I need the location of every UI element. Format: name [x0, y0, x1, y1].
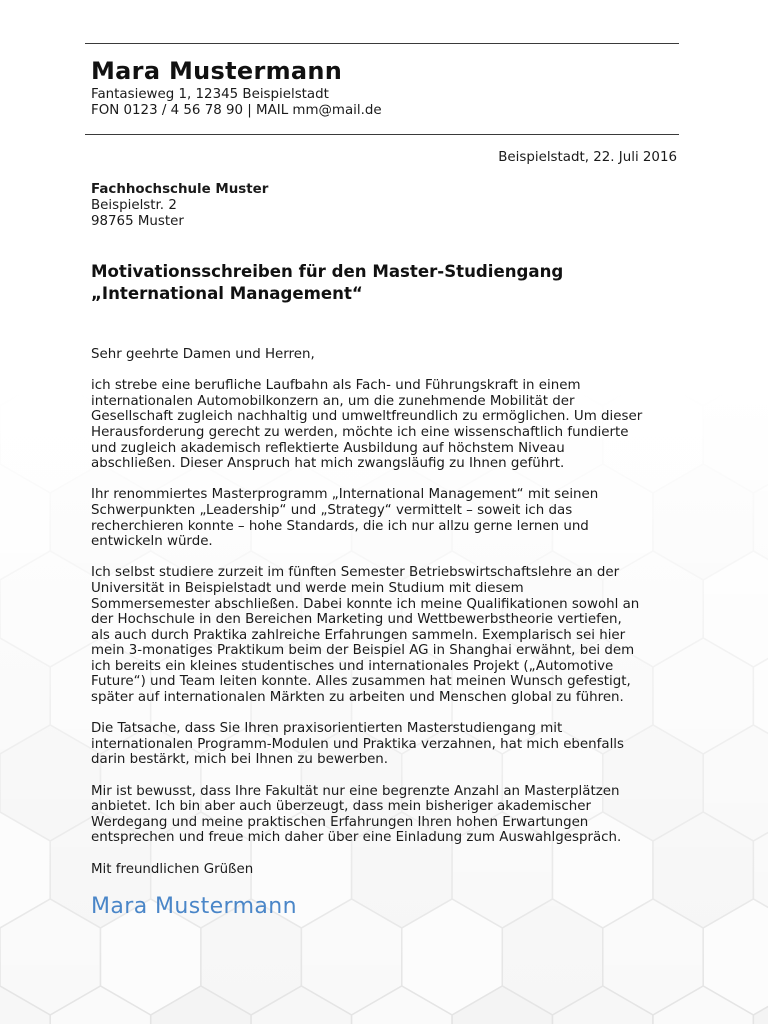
paragraph-line: Mir ist bewusst, dass Ihre Fakultät nur eine begrenzte Anzahl an Masterplätzen	[91, 783, 620, 799]
body-paragraph	[91, 721, 691, 768]
paragraph-line: entwickeln würde.	[91, 534, 213, 550]
paragraph-line: Gesellschaft zugleich nachhaltig und umweltfreundlich zu ermöglichen. Um dieser	[91, 409, 643, 425]
paragraph-line: ich bereits ein kleines studentisches und internationales Projekt („Automotive	[91, 658, 614, 674]
letter-date: Beispielstadt, 22. Juli 2016	[498, 150, 677, 165]
paragraph-line: anbietet. Ich bin aber auch überzeugt, dass mein bisheriger akademischer	[91, 799, 591, 815]
body-paragraphs	[91, 378, 691, 846]
paragraph-line: der Hochschule in den Bereichen Marketing und Wettbewerbstheorie vertiefen,	[91, 612, 622, 628]
sender-name: Mara Mustermann	[91, 57, 343, 85]
signature: Mara Mustermann	[91, 894, 297, 919]
letter-subject	[91, 261, 691, 305]
sender-contact: FON 0123 / 4 56 78 90 | MAIL mm@mail.de	[91, 103, 382, 118]
paragraph-line: Herausforderung gerecht zu werden, möchte ich eine wissenschaftlich fundierte	[91, 424, 629, 440]
letter-body	[91, 347, 691, 893]
paragraph-line: als auch durch Praktika zahlreiche Erfahrungen sammeln. Exemplarisch sei hier	[91, 627, 626, 643]
recipient-name: Fachhochschule Muster	[91, 182, 269, 197]
paragraph-line: Universität in Beispielstadt und werde mein Studium mit diesem	[91, 580, 524, 596]
recipient-block	[91, 182, 268, 230]
subject-line: „International Management“	[91, 284, 363, 303]
paragraph-line: recherchieren konnte – hohe Standards, die ich nur allzu gerne lernen und	[91, 518, 589, 534]
paragraph-line: entsprechen und freue mich daher über eine Einladung zum Auswahlgespräch.	[91, 830, 622, 846]
body-paragraph	[91, 565, 691, 705]
paragraph-line: ich strebe eine berufliche Laufbahn als Fach- und Führungskraft in einem	[91, 378, 581, 394]
closing: Mit freundlichen Grüßen	[91, 861, 254, 877]
paragraph-line: abschließen. Dieser Anspruch hat mich zwangsläufig zu Ihnen geführt.	[91, 456, 565, 472]
subject-line: Motivationsschreiben für den Master-Studiengang	[91, 262, 564, 281]
paragraph-line: Werdegang und meine praktischen Erfahrungen Ihren hohen Erwartungen	[91, 814, 589, 830]
paragraph-line: darin bestärkt, mich bei Ihnen zu bewerben.	[91, 752, 389, 768]
paragraph-line: internationalen Automobilkonzern an, um die zunehmende Mobilität der	[91, 393, 575, 409]
recipient-street: Beispielstr. 2	[91, 198, 177, 213]
paragraph-line: Ich selbst studiere zurzeit im fünften Semester Betriebswirtschaftslehre an der	[91, 565, 620, 581]
paragraph-line: Sommersemester abschließen. Dabei konnte ich meine Qualifikationen sowohl an	[91, 596, 640, 612]
paragraph-line: internationalen Programm-Modulen und Praktika verzahnen, hat mich ebenfalls	[91, 736, 624, 752]
sender-address: Fantasieweg 1, 12345 Beispielstadt	[91, 87, 329, 102]
paragraph-line: später auf internationalen Märkten zu arbeiten und Menschen global zu führen.	[91, 690, 624, 706]
paragraph-line: mein 3-monatiges Praktikum beim der Beispiel AG in Shanghai erwähnt, bei dem	[91, 643, 635, 659]
header-bottom-rule	[85, 134, 679, 135]
body-paragraph	[91, 784, 691, 846]
salutation: Sehr geehrte Damen und Herren,	[91, 347, 315, 362]
paragraph-line: Ihr renommiertes Masterprogramm „International Management“ mit seinen	[91, 487, 599, 503]
paragraph-line: Future“) und Team leiten konnte. Alles zusammen hat meinen Wunsch gefestigt,	[91, 674, 631, 690]
paragraph-line: Die Tatsache, dass Sie Ihren praxisorientierten Masterstudiengang mit	[91, 721, 563, 737]
paragraph-line: und zugleich akademisch reflektierte Ausbildung auf höchstem Niveau	[91, 440, 565, 456]
header-top-rule	[85, 43, 679, 44]
recipient-city: 98765 Muster	[91, 214, 184, 229]
paragraph-line: Schwerpunkten „Leadership“ und „Strategy“ vermittelt – soweit ich das	[91, 502, 573, 518]
body-paragraph	[91, 378, 691, 472]
body-paragraph	[91, 487, 691, 549]
